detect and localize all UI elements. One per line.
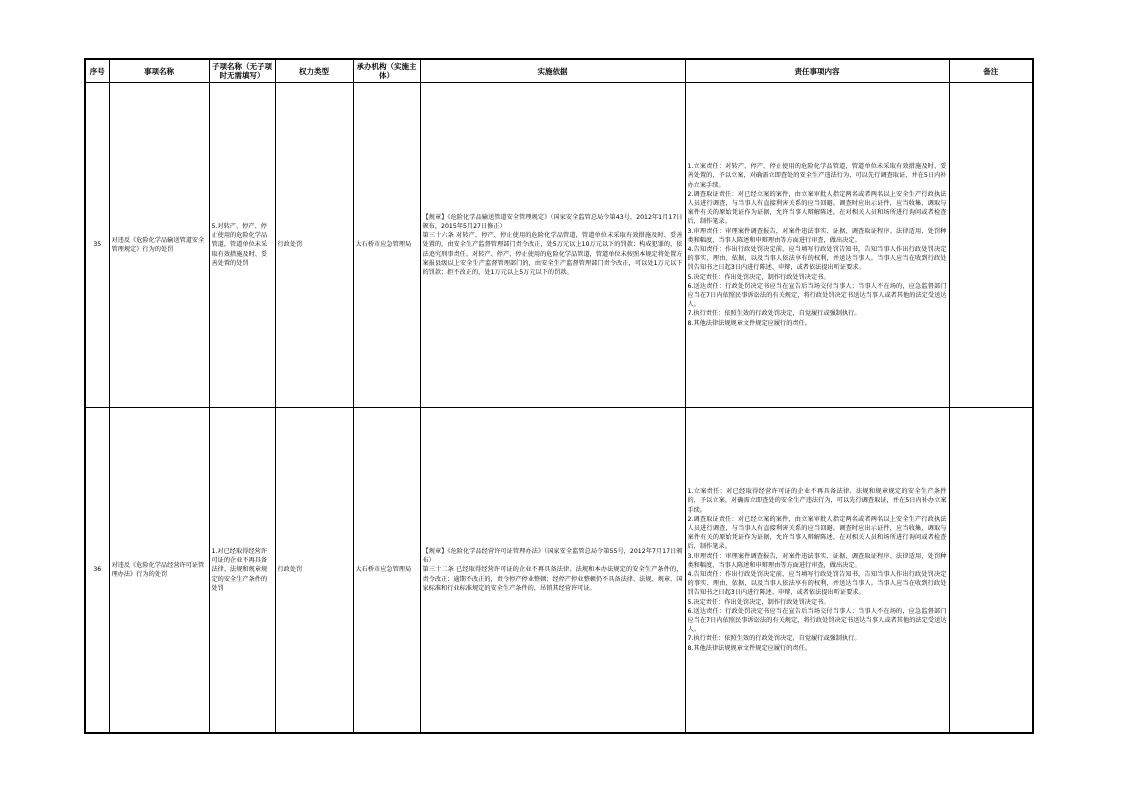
cell-remarks <box>949 408 1033 734</box>
header-item-name: 事项名称 <box>109 59 209 83</box>
basis-paragraph: 【规章】《危险化学品经营许可证管理办法》（国家安全监管总局令第55号，2012年7月17日颁布） <box>422 547 683 565</box>
responsibility-item: 3.审理责任：审理案件调查报告，对案件违法事实、证据、调查取证程序、法律适用、处罚种类和幅度、当事人陈述和申辩理由等方面进行审查，做出决定。 <box>687 552 947 569</box>
cell-seq: 36 <box>85 408 109 734</box>
responsibility-item: 4.告知责任：作出行政处罚决定前，应当填写行政处罚告知书，告知当事人作出行政处罚决定的事实、理由、依据，以及当事人依法享有的权利，并送达当事人。当事人应当在收到行政处罚告知书之日起3日内进行陈述、申辩，或者依法提出听证要求。 <box>687 571 947 597</box>
responsibility-item: 6.送达责任：行政处罚决定书应当在宣告后当场交付当事人；当事人不在场的，应急监督部门应当在7日内依照民事诉讼法的有关规定，将行政处罚决定书送达当事人或者其他的法定受送达人。 <box>687 607 947 634</box>
responsibility-item: 5.决定责任：作出处罚决定，制作行政处罚决定书。 <box>687 273 830 281</box>
power-list-table <box>84 58 1034 734</box>
cell-agency: 大石桥市应急管理局 <box>353 408 420 734</box>
cell-remarks <box>949 83 1033 408</box>
table-row <box>85 83 1033 408</box>
responsibility-item: 5.决定责任：作出处罚决定，制作行政处罚决定书。 <box>687 598 830 606</box>
cell-power-type: 行政处罚 <box>275 83 353 408</box>
cell-item-name: 对违反《危险化学品输送管道安全管理规定》行为的处罚 <box>109 83 209 408</box>
basis-paragraph: 第三十二条 已经取得经营许可证的企业不再具备法律、法规和本办法规定的安全生产条件的，责令改正；逾期不改正的，责令停产停业整顿；经停产停业整顿仍不具备法律、法规、规章、国家标准和行业标准规定的安全生产条件的，吊销其经营许可证。 <box>422 566 683 592</box>
cell-item-name: 对违反《危险化学品经营许可证管理办法》行为的处罚 <box>109 408 209 734</box>
cell-sub-item: 5.对转产、停产、停止使用的危险化学品管道，管道单位未采取有效措施及时、妥善处置的处罚 <box>209 83 275 408</box>
cell-responsibility <box>685 83 949 408</box>
header-sub-item: 子项名称（无子项时无需填写） <box>209 59 275 83</box>
cell-agency: 大石桥市应急管理局 <box>353 83 420 408</box>
cell-responsibility <box>685 408 949 734</box>
responsibility-item: 4.告知责任：作出行政处罚决定前，应当填写行政处罚告知书，告知当事人作出行政处罚决定的事实、理由、依据，以及当事人依法享有的权利，并送达当事人。当事人应当在收到行政处罚告知书之日起3日内进行陈述、申辩，或者依法提出听证要求。 <box>687 246 947 272</box>
basis-paragraph: 【规章】《危险化学品输送管道安全管理规定》（国家安全监管总局令第43号，2012年1月17日颁布，2015年5月27日修正） <box>422 213 683 230</box>
responsibility-item: 8.其他法律法规规章文件规定应履行的责任。 <box>687 319 811 327</box>
responsibility-item: 1.立案责任：对转产、停产、停止使用的危险化学品管道，管道单位未采取有效措施及时、妥善处置的，予以立案，对确需立即查处的安全生产违法行为，可以先行调查取证，并在5日内补办立案手续。 <box>687 163 947 189</box>
header-basis: 实施依据 <box>420 59 685 83</box>
cell-basis <box>420 83 685 408</box>
basis-paragraph: 第三十六条 对转产、停产、停止使用的危险化学品管道，管道单位未采取有效措施及时、妥善处置的，由安全生产监督管理部门责令改正，处5万元以上10万元以下的罚款；构成犯罪的，依法追究刑事责任。对转产、停产、停止使用的危险化学品管道，管道单位未按照本规定将处置方案报县级以上安全生产监督管理部门的，由安全生产监督管理部门责令改正，可以处1万元以下的罚款；拒不改正的，处1万元以上5万元以下的罚款。 <box>422 232 683 276</box>
cell-power-type: 行政处罚 <box>275 408 353 734</box>
responsibility-item: 3.审理责任：审理案件调查报告，对案件违法事实、证据、调查取证程序、法律适用、处罚种类和幅度、当事人陈述和申辩理由等方面进行审查，做出决定。 <box>687 227 947 244</box>
responsibility-item: 7.执行责任：依照生效的行政处罚决定，自觉履行或强制执行。 <box>687 635 861 643</box>
header-responsibility: 责任事项内容 <box>685 59 949 83</box>
table-header-row <box>85 59 1033 83</box>
header-agency: 承办机构（实施主体） <box>353 59 420 83</box>
table-row <box>85 408 1033 734</box>
responsibility-item: 6.送达责任：行政处罚决定书应当在宣告后当场交付当事人；当事人不在场的，应急监督部门应当在7日内依照民事诉讼法的有关规定，将行政处罚决定书送达当事人或者其他的法定受送达人。 <box>687 282 947 309</box>
responsibility-item: 7.执行责任：依照生效的行政处罚决定，自觉履行或强制执行。 <box>687 310 861 318</box>
responsibility-item: 8.其他法律法规规章文件规定应履行的责任。 <box>687 644 811 652</box>
responsibility-item: 2.调查取证责任：对已经立案的案件，由立案审批人指定两名或者两名以上安全生产行政执法人员进行调查，与当事人有直接利害关系的应当回避。调查时应出示证件，应当收集、调取与案件有关的原始凭证作为证据，允许当事人辩解陈述，在对相关人员和场所进行询问或者检查后，制作笔录。 <box>687 190 947 226</box>
cell-seq: 35 <box>85 83 109 408</box>
cell-basis <box>420 408 685 734</box>
header-seq: 序号 <box>85 59 109 83</box>
header-remarks: 备注 <box>949 59 1033 83</box>
header-power-type: 权力类型 <box>275 59 353 83</box>
cell-sub-item: 1.对已经取得经营许可证的企业不再具备法律、法规和规章规定的安全生产条件的处罚 <box>209 408 275 734</box>
responsibility-item: 2.调查取证责任：对已经立案的案件，由立案审批人指定两名或者两名以上安全生产行政执法人员进行调查，与当事人有直接利害关系的应当回避。调查时应出示证件，应当收集、调取与案件有关的原始凭证作为证据，允许当事人辩解陈述，在对相关人员和场所进行询问或者检查后，制作笔录。 <box>687 515 947 551</box>
responsibility-item: 1.立案责任：对已经取得经营许可证的企业不再具备法律、法规和规章规定的安全生产条件的，予以立案，对确需立即查处的安全生产违法行为，可以先行调查取证，并在5日内补办立案手续。 <box>687 488 947 514</box>
